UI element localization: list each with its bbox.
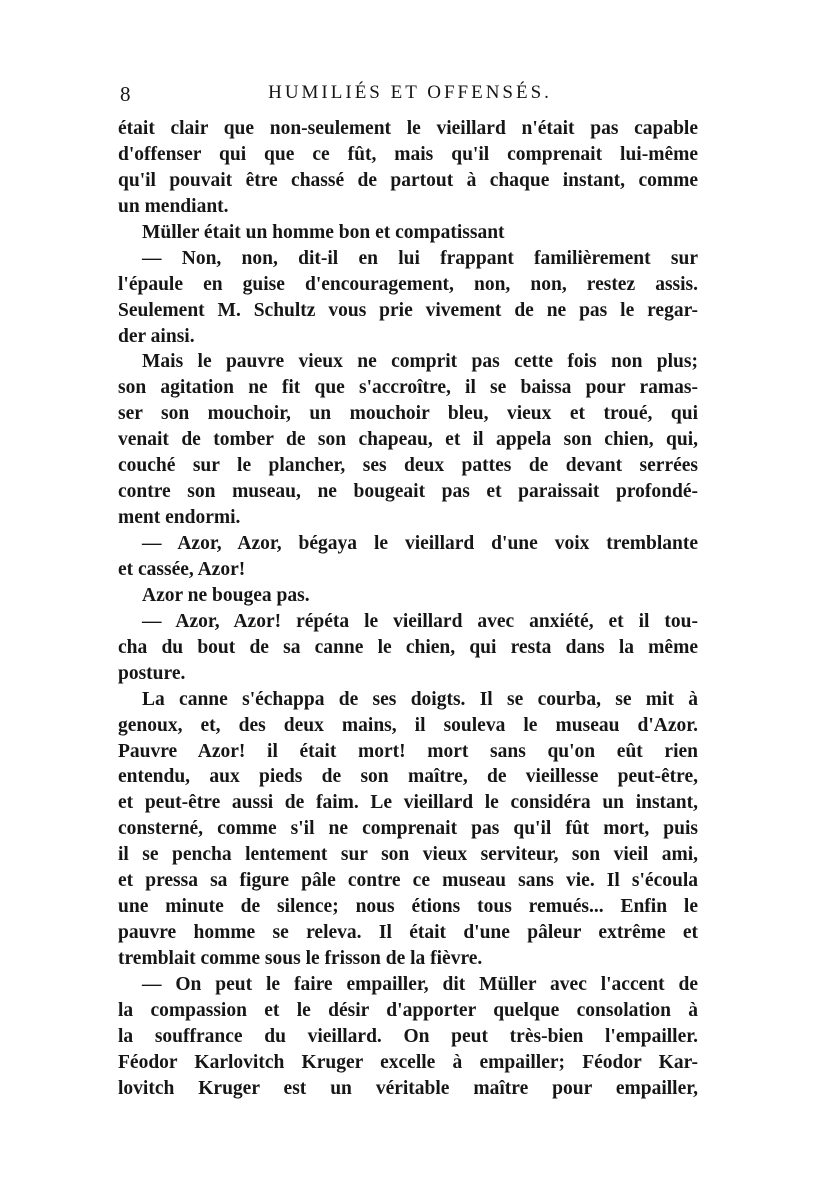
text-line: et cassée, Azor! xyxy=(118,558,246,580)
text-line: der ainsi. xyxy=(118,325,195,347)
text-line: Mais le pauvre vieux ne comprit pas cette fois non plus; xyxy=(142,351,698,373)
body-text xyxy=(118,116,698,1102)
running-head xyxy=(120,82,700,112)
text-line: ment endormi. xyxy=(118,507,241,529)
text-line: l'épaule en guise d'encouragement, non, non, restez assis. xyxy=(118,273,698,295)
text-line: — On peut le faire empailler, dit Müller avec l'accent de xyxy=(142,973,698,995)
text-line: d'offenser qui que ce fût, mais qu'il comprenait lui-même xyxy=(118,143,698,165)
text-line: Pauvre Azor! il était mort! mort sans qu'on eût rien xyxy=(118,740,698,762)
text-line: cha du bout de sa canne le chien, qui resta dans la même xyxy=(118,636,698,658)
text-line: et peut-être aussi de faim. Le vieillard le considéra un instant, xyxy=(118,792,698,814)
text-line: genoux, et, des deux mains, il souleva le museau d'Azor. xyxy=(118,714,698,736)
text-line: la compassion et le désir d'apporter quelque consolation à xyxy=(118,999,698,1021)
book-title: HUMILIÉS ET OFFENSÉS. xyxy=(268,82,552,103)
text-line: son agitation ne fit que s'accroître, il se baissa pour ramas- xyxy=(118,377,698,399)
text-line: et pressa sa figure pâle contre ce museau sans vie. Il s'écoula xyxy=(118,870,698,892)
text-line: La canne s'échappa de ses doigts. Il se courba, se mit à xyxy=(142,688,698,710)
text-line: un mendiant. xyxy=(118,195,229,217)
text-line: ser son mouchoir, un mouchoir bleu, vieux et troué, qui xyxy=(118,403,698,425)
text-line: Müller était un homme bon et compatissant xyxy=(142,221,505,243)
text-line: — Azor, Azor, bégaya le vieillard d'une voix tremblante xyxy=(142,533,698,554)
text-line: il se pencha lentement sur son vieux serviteur, son vieil ami, xyxy=(118,844,698,866)
text-line: Azor ne bougea pas. xyxy=(142,584,310,606)
text-line: — Non, non, dit-il en lui frappant familièrement sur xyxy=(142,247,698,269)
text-line: tremblait comme sous le frisson de la fièvre. xyxy=(118,948,483,969)
text-line: — Azor, Azor! répéta le vieillard avec anxiété, et il tou- xyxy=(142,610,698,632)
page-number: 8 xyxy=(120,82,132,106)
text-line: posture. xyxy=(118,662,186,684)
text-line: Seulement M. Schultz vous prie vivement de ne pas le regar- xyxy=(118,299,698,321)
text-line: entendu, aux pieds de son maître, de vieillesse peut-être, xyxy=(118,766,698,788)
text-line: pauvre homme se releva. Il était d'une pâleur extrême et xyxy=(118,922,698,944)
text-line: lovitch Kruger est un véritable maître pour empailler, xyxy=(118,1077,698,1099)
text-line: une minute de silence; nous étions tous remués... Enfin le xyxy=(118,896,698,918)
text-line: venait de tomber de son chapeau, et il appela son chien, qui, xyxy=(118,429,698,451)
text-line: consterné, comme s'il ne comprenait pas qu'il fût mort, puis xyxy=(118,818,698,840)
text-line: était clair que non-seulement le vieillard n'était pas capable xyxy=(118,118,698,139)
text-line: couché sur le plancher, ses deux pattes de devant serrées xyxy=(118,455,698,477)
text-line: contre son museau, ne bougeait pas et paraissait profondé- xyxy=(118,481,698,503)
text-line: Féodor Karlovitch Kruger excelle à empailler; Féodor Kar- xyxy=(118,1051,698,1073)
text-line: qu'il pouvait être chassé de partout à chaque instant, comme xyxy=(118,169,698,191)
text-line: la souffrance du vieillard. On peut très-bien l'empailler. xyxy=(118,1025,698,1047)
